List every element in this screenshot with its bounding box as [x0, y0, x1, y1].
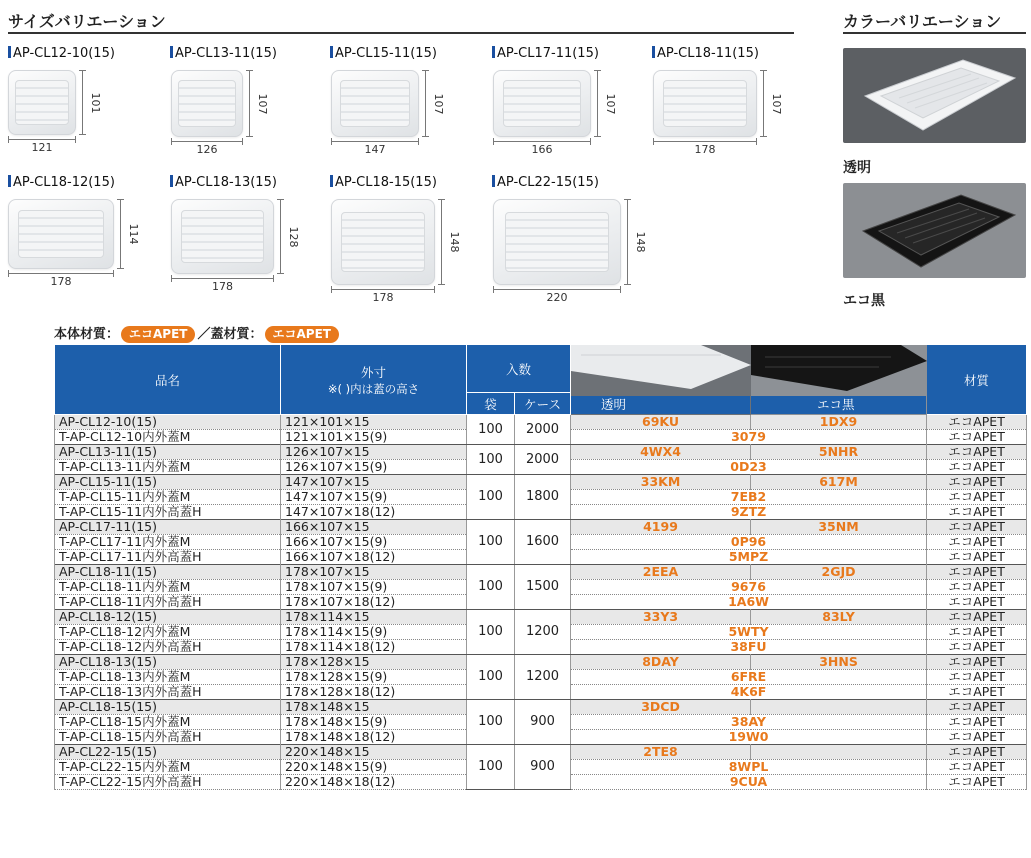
cell-material: エコAPET	[927, 415, 1027, 430]
cell-material: エコAPET	[927, 445, 1027, 460]
cell-name: AP-CL22-15(15)	[55, 745, 281, 760]
cell-code-black: 1DX9	[751, 415, 927, 430]
cell-name: T-AP-CL22-15内外蓋M	[55, 760, 281, 775]
cell-material: エコAPET	[927, 670, 1027, 685]
cell-name: T-AP-CL18-15内外高蓋H	[55, 730, 281, 745]
product-height-dimension	[425, 70, 445, 137]
product-height-value: 107	[604, 93, 617, 114]
cell-material: エコAPET	[927, 700, 1027, 715]
table-row	[55, 415, 1027, 430]
cell-code-black: 83LY	[751, 610, 927, 625]
product-width-dimension: 126	[171, 141, 243, 155]
cell-name: AP-CL13-11(15)	[55, 445, 281, 460]
cell-bag: 100	[467, 655, 515, 700]
product-tray-inner	[181, 210, 264, 263]
color-label-clear: 透明	[843, 160, 871, 176]
cell-material: エコAPET	[927, 595, 1027, 610]
cell-code-black: 617M	[751, 475, 927, 490]
cell-code-black	[751, 745, 927, 760]
cell-dims: 178×148×18(12)	[281, 730, 467, 745]
cell-dims: 147×107×15(9)	[281, 490, 467, 505]
cell-case: 2000	[515, 445, 571, 475]
header-qty: 入数	[467, 345, 571, 393]
cell-code-black: 3HNS	[751, 655, 927, 670]
cell-name: T-AP-CL12-10内外蓋M	[55, 430, 281, 445]
cell-bag: 100	[467, 745, 515, 790]
cell-dims: 147×107×15	[281, 475, 467, 490]
product-width-dimension: 166	[493, 141, 591, 155]
header-name: 品名	[55, 345, 281, 415]
cell-code-both: 19W0	[571, 730, 927, 745]
cell-name: T-AP-CL18-15内外蓋M	[55, 715, 281, 730]
cell-material: エコAPET	[927, 430, 1027, 445]
cell-dims: 178×114×15(9)	[281, 625, 467, 640]
cell-material: エコAPET	[927, 550, 1027, 565]
table-row	[55, 655, 1027, 670]
cell-name: AP-CL18-15(15)	[55, 700, 281, 715]
product-name: AP-CL18-12(15)	[8, 175, 115, 190]
header-dims	[281, 345, 467, 415]
cell-name: AP-CL18-13(15)	[55, 655, 281, 670]
product-name: AP-CL15-11(15)	[330, 46, 437, 61]
product-height-value: 107	[770, 93, 783, 114]
cell-name: AP-CL12-10(15)	[55, 415, 281, 430]
cell-dims: 178×114×18(12)	[281, 640, 467, 655]
product-tray-image	[8, 199, 114, 269]
cell-code-both: 0P96	[571, 535, 927, 550]
cell-code-clear: 4199	[571, 520, 751, 535]
product-tray-inner	[505, 212, 608, 273]
cell-bag: 100	[467, 415, 515, 445]
cell-code-both: 7EB2	[571, 490, 927, 505]
spec-table-body	[55, 415, 1027, 790]
cell-code-black: 5NHR	[751, 445, 927, 460]
cell-material: エコAPET	[927, 475, 1027, 490]
cell-bag: 100	[467, 445, 515, 475]
cell-material: エコAPET	[927, 505, 1027, 520]
header-dims-line2: ※( )内は蓋の高さ	[327, 381, 420, 396]
cell-code-both: 0D23	[571, 460, 927, 475]
cell-case: 1500	[515, 565, 571, 610]
color-photo-clear	[843, 48, 1026, 143]
product-height-value: 148	[634, 231, 647, 253]
cell-dims: 166×107×15	[281, 520, 467, 535]
cell-dims: 220×148×15	[281, 745, 467, 760]
table-row	[55, 475, 1027, 490]
product-tray-inner	[340, 80, 411, 127]
cell-material: エコAPET	[927, 625, 1027, 640]
size-variation-title: サイズバリエーション	[8, 12, 166, 31]
product-name: AP-CL12-10(15)	[8, 46, 115, 61]
cell-code-clear: 4WX4	[571, 445, 751, 460]
cell-material: エコAPET	[927, 580, 1027, 595]
product-tray-image	[8, 70, 76, 135]
header-black-label: エコ黒	[751, 396, 926, 414]
product-height-dimension	[82, 70, 102, 135]
table-row	[55, 745, 1027, 760]
product-height-dimension	[597, 70, 617, 137]
header-clear-label: 透明	[571, 396, 750, 414]
product-width-dimension: 178	[331, 289, 435, 303]
product-width-dimension: 178	[171, 278, 274, 292]
header-case: ケース	[515, 393, 571, 415]
cell-dims: 220×148×15(9)	[281, 760, 467, 775]
product-width-dimension: 147	[331, 141, 419, 155]
cell-dims: 147×107×18(12)	[281, 505, 467, 520]
table-row	[55, 700, 1027, 715]
product-width-dimension: 220	[493, 289, 621, 303]
body-material-badge: エコAPET	[121, 326, 195, 343]
cell-code-both: 8WPL	[571, 760, 927, 775]
cell-material: エコAPET	[927, 490, 1027, 505]
black-tray-image	[843, 183, 1026, 278]
cell-dims: 178×148×15	[281, 700, 467, 715]
cell-dims: 178×107×15(9)	[281, 580, 467, 595]
cell-name: T-AP-CL17-11内外蓋M	[55, 535, 281, 550]
cell-name: T-AP-CL18-12内外蓋M	[55, 625, 281, 640]
product-tray-image	[331, 199, 435, 285]
cell-name: AP-CL17-11(15)	[55, 520, 281, 535]
cell-dims: 178×107×15	[281, 565, 467, 580]
cell-code-black: 35NM	[751, 520, 927, 535]
cell-bag: 100	[467, 475, 515, 520]
product-tray-image	[331, 70, 419, 137]
cell-code-both: 9CUA	[571, 775, 927, 790]
cell-code-both: 3079	[571, 430, 927, 445]
clear-tray-image	[843, 48, 1026, 143]
size-variation-rule	[8, 32, 794, 34]
cell-code-both: 9676	[571, 580, 927, 595]
cell-dims: 220×148×18(12)	[281, 775, 467, 790]
color-photo-black	[843, 183, 1026, 278]
cell-material: エコAPET	[927, 775, 1027, 790]
cell-material: エコAPET	[927, 610, 1027, 625]
cell-material: エコAPET	[927, 655, 1027, 670]
product-name: AP-CL18-15(15)	[330, 175, 437, 190]
cell-dims: 178×148×15(9)	[281, 715, 467, 730]
lid-material-badge: エコAPET	[265, 326, 339, 343]
product-height-value: 114	[127, 223, 140, 245]
cell-dims: 178×128×18(12)	[281, 685, 467, 700]
cell-material: エコAPET	[927, 715, 1027, 730]
product-tray-inner	[663, 80, 747, 127]
cell-code-both: 5WTY	[571, 625, 927, 640]
cell-material: エコAPET	[927, 520, 1027, 535]
cell-name: T-AP-CL17-11内外高蓋H	[55, 550, 281, 565]
product-tray-inner	[503, 80, 582, 127]
header-bag: 袋	[467, 393, 515, 415]
cell-code-clear: 3DCD	[571, 700, 751, 715]
cell-code-both: 1A6W	[571, 595, 927, 610]
lid-material-label: 蓋材質：	[210, 327, 263, 342]
cell-case: 2000	[515, 415, 571, 445]
product-name: AP-CL22-15(15)	[492, 175, 599, 190]
cell-material: エコAPET	[927, 685, 1027, 700]
cell-material: エコAPET	[927, 745, 1027, 760]
product-name: AP-CL18-11(15)	[652, 46, 759, 61]
product-height-value: 101	[89, 92, 102, 113]
cell-material: エコAPET	[927, 640, 1027, 655]
cell-code-black	[751, 700, 927, 715]
header-clear	[571, 345, 751, 415]
product-name: AP-CL17-11(15)	[492, 46, 599, 61]
cell-name: AP-CL18-12(15)	[55, 610, 281, 625]
cell-dims: 166×107×15(9)	[281, 535, 467, 550]
cell-material: エコAPET	[927, 730, 1027, 745]
cell-name: T-AP-CL18-11内外蓋M	[55, 580, 281, 595]
cell-code-clear: 33KM	[571, 475, 751, 490]
product-height-value: 107	[432, 93, 445, 114]
cell-code-both: 38FU	[571, 640, 927, 655]
cell-dims: 178×114×15	[281, 610, 467, 625]
cell-case: 1200	[515, 655, 571, 700]
product-height-dimension	[280, 199, 300, 274]
product-height-value: 148	[448, 231, 461, 253]
product-tray-image	[493, 70, 591, 137]
cell-name: T-AP-CL18-12内外高蓋H	[55, 640, 281, 655]
color-variation-rule	[843, 32, 1026, 34]
cell-name: T-AP-CL18-13内外蓋M	[55, 670, 281, 685]
cell-name: AP-CL18-11(15)	[55, 565, 281, 580]
product-height-value: 107	[256, 93, 269, 114]
header-material: 材質	[927, 345, 1027, 415]
cell-dims: 178×107×18(12)	[281, 595, 467, 610]
product-name: AP-CL13-11(15)	[170, 46, 277, 61]
cell-dims: 121×101×15	[281, 415, 467, 430]
cell-material: エコAPET	[927, 760, 1027, 775]
material-separator: ／	[197, 327, 211, 342]
product-height-dimension	[627, 199, 647, 285]
cell-code-clear: 8DAY	[571, 655, 751, 670]
cell-case: 900	[515, 700, 571, 745]
cell-name: T-AP-CL18-11内外高蓋H	[55, 595, 281, 610]
cell-case: 1800	[515, 475, 571, 520]
product-tray-inner	[15, 80, 69, 125]
product-tray-inner	[178, 80, 235, 127]
product-width-dimension: 178	[653, 141, 757, 155]
table-row	[55, 565, 1027, 580]
cell-dims: 178×128×15(9)	[281, 670, 467, 685]
cell-dims: 121×101×15(9)	[281, 430, 467, 445]
product-tray-image	[493, 199, 621, 285]
cell-case: 1200	[515, 610, 571, 655]
cell-code-both: 9ZTZ	[571, 505, 927, 520]
cell-name: T-AP-CL13-11内外蓋M	[55, 460, 281, 475]
product-height-dimension	[120, 199, 140, 269]
product-width-dimension: 121	[8, 139, 76, 153]
product-tray-image	[171, 199, 274, 274]
cell-dims: 126×107×15	[281, 445, 467, 460]
table-row	[55, 520, 1027, 535]
product-width-dimension: 178	[8, 273, 114, 287]
material-line	[54, 323, 341, 343]
cell-code-clear: 2EEA	[571, 565, 751, 580]
cell-code-both: 5MPZ	[571, 550, 927, 565]
cell-bag: 100	[467, 565, 515, 610]
table-row	[55, 445, 1027, 460]
header-dims-line1: 外寸	[360, 364, 386, 380]
cell-dims: 126×107×15(9)	[281, 460, 467, 475]
spec-table	[54, 344, 1027, 790]
cell-case: 1600	[515, 520, 571, 565]
cell-dims: 166×107×18(12)	[281, 550, 467, 565]
cell-dims: 178×128×15	[281, 655, 467, 670]
product-height-value: 128	[287, 226, 300, 247]
cell-code-both: 4K6F	[571, 685, 927, 700]
cell-name: AP-CL15-11(15)	[55, 475, 281, 490]
cell-name: T-AP-CL15-11内外蓋M	[55, 490, 281, 505]
product-height-dimension	[763, 70, 783, 137]
product-tray-inner	[341, 212, 425, 273]
body-material-label: 本体材質：	[54, 327, 120, 342]
cell-name: T-AP-CL22-15内外高蓋H	[55, 775, 281, 790]
cell-code-clear: 33Y3	[571, 610, 751, 625]
cell-code-clear: 69KU	[571, 415, 751, 430]
cell-material: エコAPET	[927, 565, 1027, 580]
cell-bag: 100	[467, 700, 515, 745]
product-name: AP-CL18-13(15)	[170, 175, 277, 190]
product-tray-image	[171, 70, 243, 137]
color-label-black: エコ黒	[843, 293, 885, 309]
table-row	[55, 610, 1027, 625]
cell-material: エコAPET	[927, 460, 1027, 475]
product-tray-inner	[18, 210, 103, 259]
cell-bag: 100	[467, 610, 515, 655]
cell-case: 900	[515, 745, 571, 790]
cell-code-both: 6FRE	[571, 670, 927, 685]
cell-code-both: 38AY	[571, 715, 927, 730]
product-height-dimension	[249, 70, 269, 137]
cell-material: エコAPET	[927, 535, 1027, 550]
cell-code-black: 2GJD	[751, 565, 927, 580]
product-height-dimension	[441, 199, 461, 285]
header-black	[751, 345, 927, 415]
cell-bag: 100	[467, 520, 515, 565]
color-variation-title: カラーバリエーション	[843, 12, 1002, 31]
cell-name: T-AP-CL18-13内外高蓋H	[55, 685, 281, 700]
product-tray-image	[653, 70, 757, 137]
cell-name: T-AP-CL15-11内外高蓋H	[55, 505, 281, 520]
cell-code-clear: 2TE8	[571, 745, 751, 760]
